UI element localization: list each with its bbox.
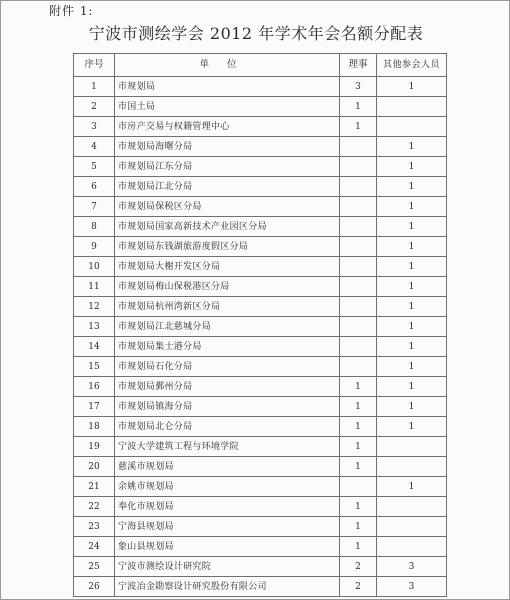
cell-seq: 1 [74,77,115,97]
cell-seq: 15 [74,357,115,377]
cell-unit: 余姚市规划局 [115,477,340,497]
cell-director [340,257,377,277]
cell-others: 1 [377,377,447,397]
cell-seq: 17 [74,397,115,417]
cell-others: 1 [377,417,447,437]
cell-seq: 6 [74,177,115,197]
cell-director [340,477,377,497]
cell-director: 2 [340,577,377,597]
cell-seq: 9 [74,237,115,257]
cell-others: 1 [377,357,447,377]
cell-director [340,317,377,337]
table-row [74,577,447,597]
cell-director: 1 [340,417,377,437]
cell-others: 1 [377,297,447,317]
table-row [74,297,447,317]
cell-seq: 18 [74,417,115,437]
cell-others: 1 [377,197,447,217]
cell-unit: 象山县规划局 [115,537,340,557]
table-row [74,457,447,477]
cell-seq: 13 [74,317,115,337]
cell-director: 3 [340,77,377,97]
cell-director: 1 [340,497,377,517]
document-title: 宁波市测绘学会 2012 年学术年会名额分配表 [88,24,424,43]
cell-unit: 市规划局集士港分局 [115,337,340,357]
cell-director: 1 [340,517,377,537]
cell-unit: 市规划局海曙分局 [115,137,340,157]
cell-director [340,297,377,317]
cell-director [340,157,377,177]
table-row [74,317,447,337]
cell-others: 1 [377,317,447,337]
cell-seq: 11 [74,277,115,297]
cell-others [377,517,447,537]
cell-others: 1 [377,237,447,257]
table-row [74,337,447,357]
cell-seq: 21 [74,477,115,497]
cell-director [340,237,377,257]
cell-unit: 慈溪市规划局 [115,457,340,477]
cell-unit: 市规划局北仑分局 [115,417,340,437]
cell-others: 1 [377,137,447,157]
table-row [74,357,447,377]
cell-unit: 市规划局江东分局 [115,157,340,177]
cell-seq: 25 [74,557,115,577]
cell-director [340,217,377,237]
cell-seq: 14 [74,337,115,357]
cell-seq: 12 [74,297,115,317]
table-row [74,437,447,457]
cell-unit: 宁波市测绘设计研究院 [115,557,340,577]
cell-others [377,537,447,557]
cell-director: 1 [340,97,377,117]
cell-unit: 市规划局大榭开发区分局 [115,257,340,277]
table-row [74,397,447,417]
cell-unit: 市房产交易与权籍管理中心 [115,117,340,137]
cell-unit: 市规划局保税区分局 [115,197,340,217]
cell-unit: 宁波冶金勘察设计研究股份有限公司 [115,577,340,597]
cell-director [340,357,377,377]
table-row [74,197,447,217]
table-row [74,477,447,497]
table-row [74,137,447,157]
header-others: 其他参会人员 [377,54,447,77]
cell-seq: 5 [74,157,115,177]
table-row [74,557,447,577]
cell-unit: 奉化市规划局 [115,497,340,517]
cell-director [340,197,377,217]
cell-director: 1 [340,397,377,417]
table-row [74,97,447,117]
header-director: 理事 [340,54,377,77]
cell-others: 1 [377,157,447,177]
cell-others: 3 [377,557,447,577]
cell-director: 1 [340,537,377,557]
cell-seq: 23 [74,517,115,537]
cell-director [340,137,377,157]
cell-seq: 19 [74,437,115,457]
cell-others [377,457,447,477]
cell-others: 1 [377,337,447,357]
cell-others: 1 [377,257,447,277]
cell-others [377,437,447,457]
cell-others: 1 [377,217,447,237]
table-row [74,497,447,517]
cell-others: 1 [377,477,447,497]
cell-unit: 市规划局东钱湖旅游度假区分局 [115,237,340,257]
cell-others [377,117,447,137]
cell-director [340,177,377,197]
table-row [74,517,447,537]
cell-director [340,337,377,357]
cell-seq: 7 [74,197,115,217]
cell-unit: 市规划局鄞州分局 [115,377,340,397]
table-row [74,157,447,177]
cell-others [377,97,447,117]
cell-seq: 20 [74,457,115,477]
cell-director: 1 [340,457,377,477]
cell-unit: 宁海县规划局 [115,517,340,537]
cell-seq: 8 [74,217,115,237]
table-row [74,417,447,437]
cell-seq: 4 [74,137,115,157]
table-row [74,377,447,397]
cell-seq: 10 [74,257,115,277]
cell-director: 1 [340,117,377,137]
cell-others: 1 [377,177,447,197]
table-row [74,537,447,557]
cell-unit: 市规划局镇海分局 [115,397,340,417]
header-unit: 单位 [115,54,340,77]
cell-unit: 市规划局 [115,77,340,97]
table-row [74,177,447,197]
table-row [74,77,447,97]
cell-others: 1 [377,397,447,417]
table-row [74,217,447,237]
cell-others: 1 [377,77,447,97]
cell-unit: 市国土局 [115,97,340,117]
table-row [74,237,447,257]
cell-unit: 市规划局梅山保税港区分局 [115,277,340,297]
attachment-label: 附件 1: [49,4,94,18]
cell-unit: 市规划局江北慈城分局 [115,317,340,337]
cell-unit: 市规划局江北分局 [115,177,340,197]
cell-seq: 2 [74,97,115,117]
cell-others [377,497,447,517]
table-row [74,257,447,277]
cell-seq: 3 [74,117,115,137]
cell-seq: 22 [74,497,115,517]
cell-director [340,277,377,297]
cell-seq: 16 [74,377,115,397]
cell-director: 2 [340,557,377,577]
cell-unit: 市规划局杭州湾新区分局 [115,297,340,317]
table-row [74,277,447,297]
cell-director: 1 [340,437,377,457]
cell-unit: 宁波大学建筑工程与环境学院 [115,437,340,457]
table-header-row [74,54,447,77]
cell-unit: 市规划局石化分局 [115,357,340,377]
header-seq: 序号 [74,54,115,77]
quota-table [73,53,447,597]
cell-others: 1 [377,277,447,297]
cell-director: 1 [340,377,377,397]
cell-seq: 24 [74,537,115,557]
cell-others: 3 [377,577,447,597]
table-row [74,117,447,137]
cell-seq: 26 [74,577,115,597]
cell-unit: 市规划局国家高新技术产业园区分局 [115,217,340,237]
